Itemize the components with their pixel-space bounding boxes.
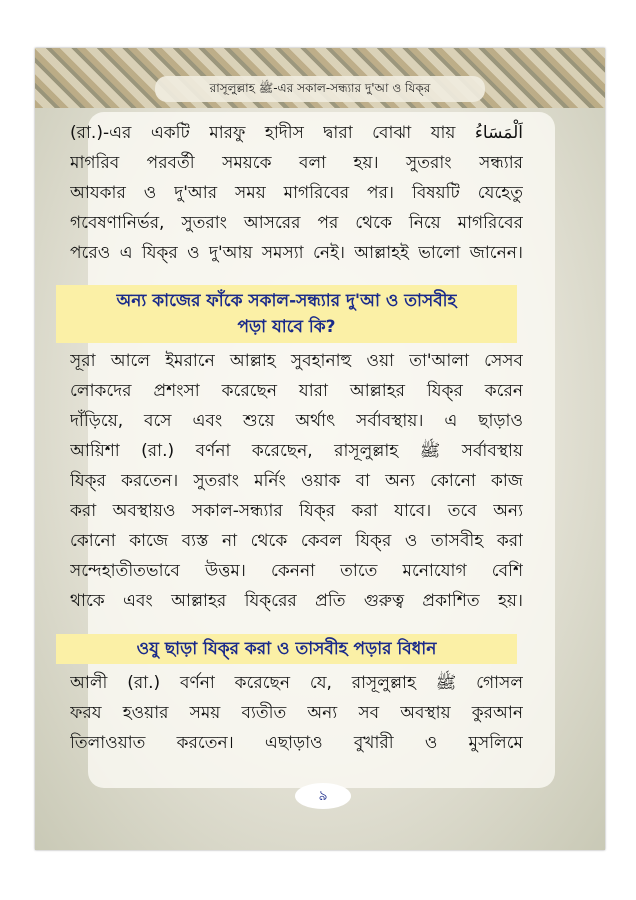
- text-line: যিক্‌র করতেন। সুতরাং মর্নিং ওয়াক বা অন্য কোনো কাজ: [70, 471, 523, 491]
- text-line: গবেষণানির্ভর, সুতরাং আসরের পর থেকে নিয়ে মাগরিবের: [70, 213, 523, 233]
- text-line: আযকার ও দু'আর সময় মাগরিবের পর। বিষয়টি যেহেতু: [70, 183, 523, 203]
- text-line: ফরয হওয়ার সময় ব্যতীত অন্য সব অবস্থায় কুরআন: [70, 703, 523, 723]
- text-line: পরেও এ যিক্‌র ও দু'আয় সমস্যা নেই। আল্লাহই ভালো জানেন।: [70, 243, 523, 263]
- text-line: সন্দেহাতীতভাবে উত্তম। কেননা তাতে মনোযোগ বেশি: [70, 561, 523, 581]
- text-line: করা অবস্থায়ও সকাল-সন্ধ্যার যিক্‌র করা যাবে। তবে অন্য: [70, 501, 523, 521]
- text-line: (রা.)-এর একটি মারফু হাদীস দ্বারা বোঝা যায় اَلْمَسَاءُ: [70, 123, 523, 143]
- paragraph-1: [70, 118, 523, 268]
- section-heading-1: [56, 285, 517, 343]
- text-line: আলী (রা.) বর্ণনা করেছেন যে, রাসূলুল্লাহ ﷺ গোসল: [70, 673, 523, 693]
- text-line: তিলাওয়াত করতেন। এছাড়াও বুখারী ও মুসলিমে: [70, 733, 523, 753]
- text-line: কোনো কাজে ব্যস্ত না থেকে কেবল যিক্‌র ও তাসবীহ করা: [70, 531, 523, 551]
- heading-line: পড়া যাবে কি?: [237, 317, 336, 337]
- text-line: মাগরিব পরবর্তী সময়কে বলা হয়। সুতরাং সন্ধ্যার: [70, 153, 523, 173]
- running-title: রাসূলুল্লাহ ﷺ-এর সকাল-সন্ধ্যার দু'আ ও যিক্‌র: [209, 81, 431, 95]
- section-heading-2: [56, 634, 517, 664]
- paragraph-3: [70, 668, 523, 758]
- paragraph-2: [70, 346, 523, 616]
- page-number: ৯: [295, 783, 351, 809]
- text-line: আয়িশা (রা.) বর্ণনা করেছেন, রাসূলুল্লাহ ﷺ সর্বাবস্থায়: [70, 441, 523, 461]
- text-line: দাঁড়িয়ে, বসে এবং শুয়ে অর্থাৎ সর্বাবস্থায়। এ ছাড়াও: [70, 411, 523, 431]
- text-line: লোকদের প্রশংসা করেছেন যারা আল্লাহর যিক্‌র করেন: [70, 381, 523, 401]
- heading-line: অন্য কাজের ফাঁকে সকাল-সন্ধ্যার দু'আ ও তাসবীহ: [116, 291, 457, 311]
- text-line: সূরা আলে ইমরানে আল্লাহ সুবহানাহু ওয়া তা'আলা সেসব: [70, 351, 523, 371]
- text-line: থাকে এবং আল্লাহর যিক্‌রের প্রতি গুরুত্ব প্রকাশিত হয়।: [70, 591, 523, 611]
- heading-line: ওযু ছাড়া যিক্‌র করা ও তাসবীহ পড়ার বিধান: [136, 639, 437, 659]
